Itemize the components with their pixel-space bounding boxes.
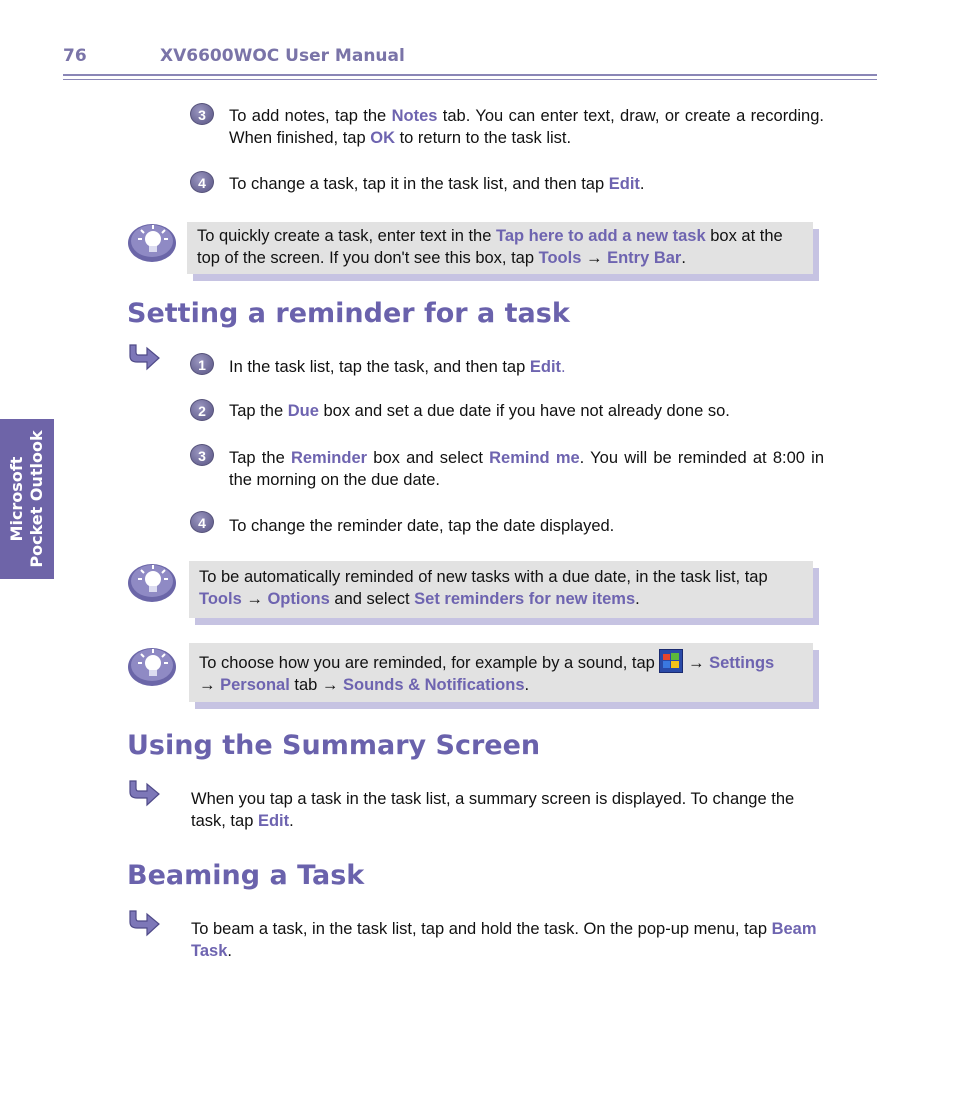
procedure-arrow-icon (127, 342, 161, 372)
step-text: to return to the task list. (395, 129, 572, 147)
procedure-arrow-icon (127, 908, 161, 938)
manual-title: XV6600WOC User Manual (160, 46, 405, 66)
note-text: To quickly create a task, enter text in the (197, 227, 496, 245)
section-heading-summary: Using the Summary Screen (127, 730, 541, 761)
note-text: tab → (289, 676, 343, 694)
procedure-arrow-icon (127, 778, 161, 808)
step-text: box and set a due date if you have not already done so. (318, 402, 730, 420)
step-number-badge: 4 (190, 171, 214, 193)
windows-start-icon (659, 649, 683, 673)
note-text: To choose how you are reminded, for example by a sound, tap (199, 654, 660, 672)
keyword-due: Due (287, 402, 319, 420)
keyword-entry-bar: Entry Bar (607, 249, 682, 267)
keyword-tools: Tools (538, 249, 582, 267)
tip-lightbulb-icon (126, 644, 178, 688)
step-text: . (639, 175, 645, 193)
step-change-task (229, 173, 824, 195)
page-number: 76 (63, 46, 87, 66)
note-text: . (524, 676, 530, 694)
step-text: To change a task, tap it in the task list, and then tap (229, 175, 609, 193)
keyword-notes: Notes (391, 107, 438, 125)
arrow-text: → (199, 676, 221, 694)
step-reminder-2 (229, 400, 824, 422)
keyword-sounds-notifications: Sounds & Notifications (343, 676, 525, 694)
step-number-badge: 3 (190, 444, 214, 466)
step-text: box and select (367, 449, 490, 467)
header-rule (63, 74, 877, 76)
chapter-side-tab-label (7, 430, 47, 567)
keyword-beam-task: Beam Task (191, 920, 817, 960)
keyword-tools: Tools (199, 590, 242, 608)
keyword-tap-here: Tap here to add a new task (495, 227, 706, 245)
step-text: . (561, 358, 566, 376)
paragraph-text: To beam a task, in the task list, tap and hold the task. On the pop-up menu, tap (191, 920, 772, 938)
note-text: box at the top of the screen. If you don't see this box, tap (197, 227, 783, 267)
note-text: . (681, 249, 686, 267)
keyword-edit: Edit (608, 175, 640, 193)
keyword-set-reminders: Set reminders for new items (414, 590, 636, 608)
section-heading-beaming: Beaming a Task (127, 860, 365, 891)
step-text: To change the reminder date, tap the date displayed. (229, 517, 615, 535)
keyword-edit: Edit (257, 812, 290, 830)
note-text: To be automatically reminded of new tasks with a due date, in the task list, tap (199, 568, 768, 586)
paragraph-text: . (227, 942, 232, 960)
keyword-edit: Edit (529, 358, 562, 376)
paragraph-text: . (289, 812, 294, 830)
tip-lightbulb-icon (126, 560, 178, 604)
step-text: Tap the (229, 449, 291, 467)
side-tab-line1: Microsoft (7, 456, 26, 542)
arrow-text: → (241, 590, 268, 608)
step-number-badge: 3 (190, 103, 214, 125)
section-heading-reminder: Setting a reminder for a task (127, 298, 570, 329)
step-number-badge: 4 (190, 511, 214, 533)
keyword-remind-me: Remind me (489, 449, 580, 467)
tip-lightbulb-icon (126, 220, 178, 264)
step-reminder-3 (229, 447, 824, 491)
step-text: In the task list, tap the task, and then tap (229, 358, 530, 376)
arrow-text: → (683, 654, 710, 672)
step-text: tab. You can enter text, draw, or create a recording. When finished, tap (229, 107, 824, 147)
tip-note-reminder-sound (189, 643, 813, 702)
step-reminder-4 (229, 515, 824, 537)
tip-note-auto-reminder (189, 561, 813, 618)
keyword-reminder: Reminder (290, 449, 368, 467)
arrow-text: → (581, 249, 608, 267)
step-text: Tap the (229, 402, 288, 420)
side-tab-line2: Pocket Outlook (27, 430, 46, 568)
keyword-settings: Settings (709, 654, 775, 672)
keyword-ok: OK (370, 129, 395, 147)
step-number-badge: 2 (190, 399, 214, 421)
step-text: To add notes, tap the (229, 107, 392, 125)
step-text: . You will be reminded at 8:00 in the morning on the due date. (229, 449, 824, 489)
beaming-paragraph (191, 918, 824, 962)
header-rule-thin (63, 79, 877, 80)
paragraph-text: When you tap a task in the task list, a summary screen is displayed. To change the task, tap (191, 790, 795, 830)
tip-note-quick-task (187, 222, 813, 274)
step-add-notes (229, 105, 824, 149)
step-number-badge: 1 (190, 353, 214, 375)
chapter-side-tab (0, 419, 54, 579)
note-text: and select (329, 590, 415, 608)
step-reminder-1 (229, 356, 824, 378)
summary-paragraph (191, 788, 824, 832)
note-text: . (635, 590, 640, 608)
keyword-options: Options (267, 590, 330, 608)
keyword-personal: Personal (220, 676, 290, 694)
